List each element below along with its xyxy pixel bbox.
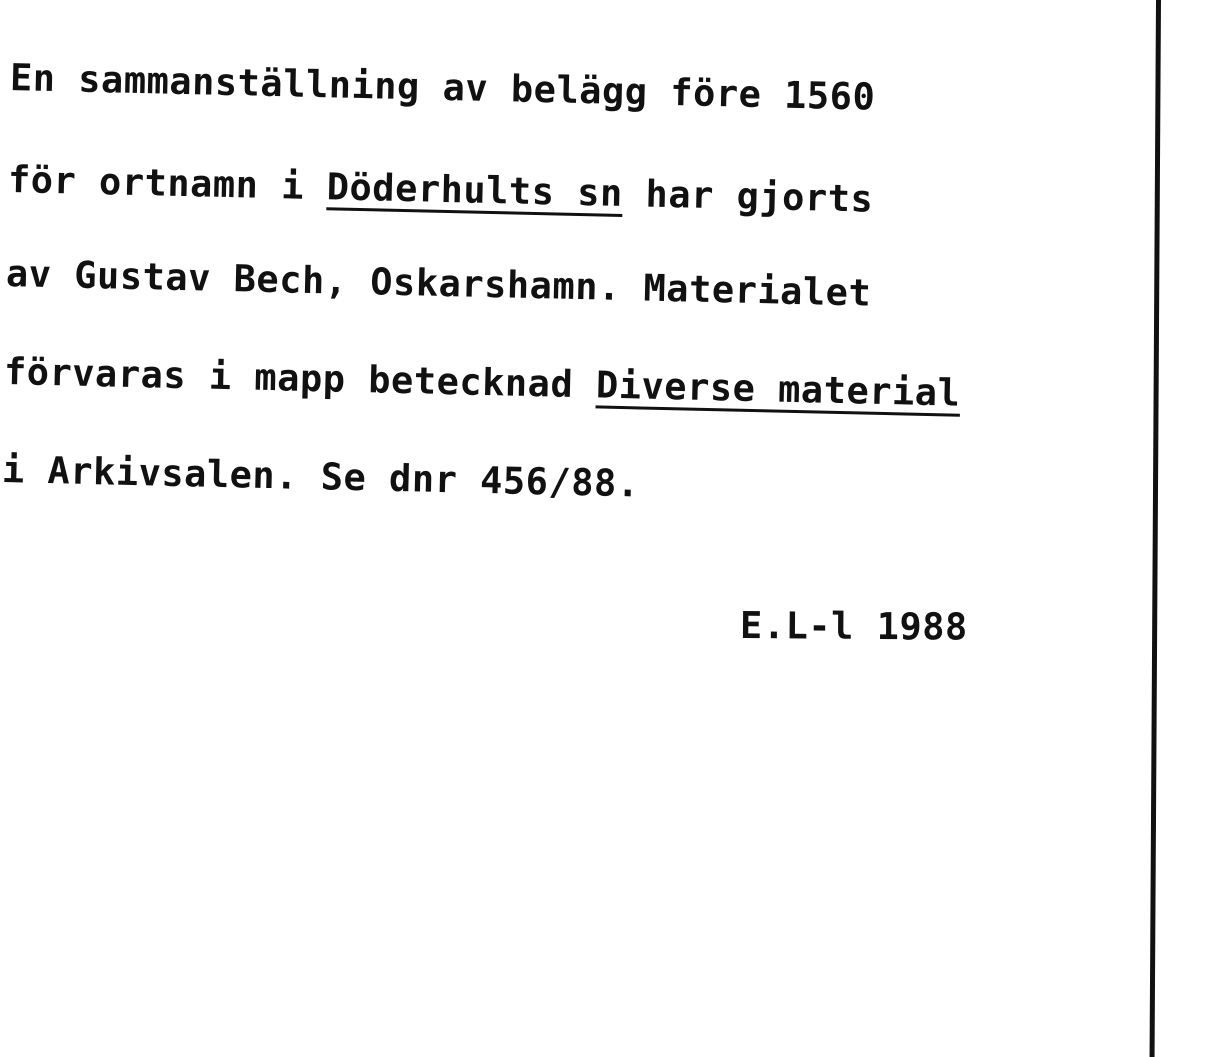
line-2-text-a: för ortnamn i — [7, 158, 328, 209]
text-line-4 — [4, 350, 961, 415]
text-line-1 — [10, 56, 876, 119]
signature-date — [740, 604, 968, 649]
text-line-5 — [2, 448, 641, 505]
signature-text: E.L-l 1988 — [739, 604, 968, 649]
line-3-text: av Gustav Bech, Oskarshamn. Materialet — [5, 252, 872, 315]
line-4-text-a: förvaras i mapp betecknad — [3, 350, 597, 407]
card-edge-line — [1150, 0, 1161, 1057]
line-2-text-b: har gjorts — [622, 171, 874, 221]
parish-name-underlined: Döderhults sn — [326, 165, 624, 215]
text-line-3 — [6, 252, 872, 315]
folder-name-underlined: Diverse material — [595, 363, 961, 415]
line-5-text: i Arkivsalen. Se dnr 456/88. — [1, 448, 641, 506]
line-1-text: En sammanställning av belägg före 1560 — [9, 56, 876, 119]
text-line-2 — [8, 158, 874, 221]
